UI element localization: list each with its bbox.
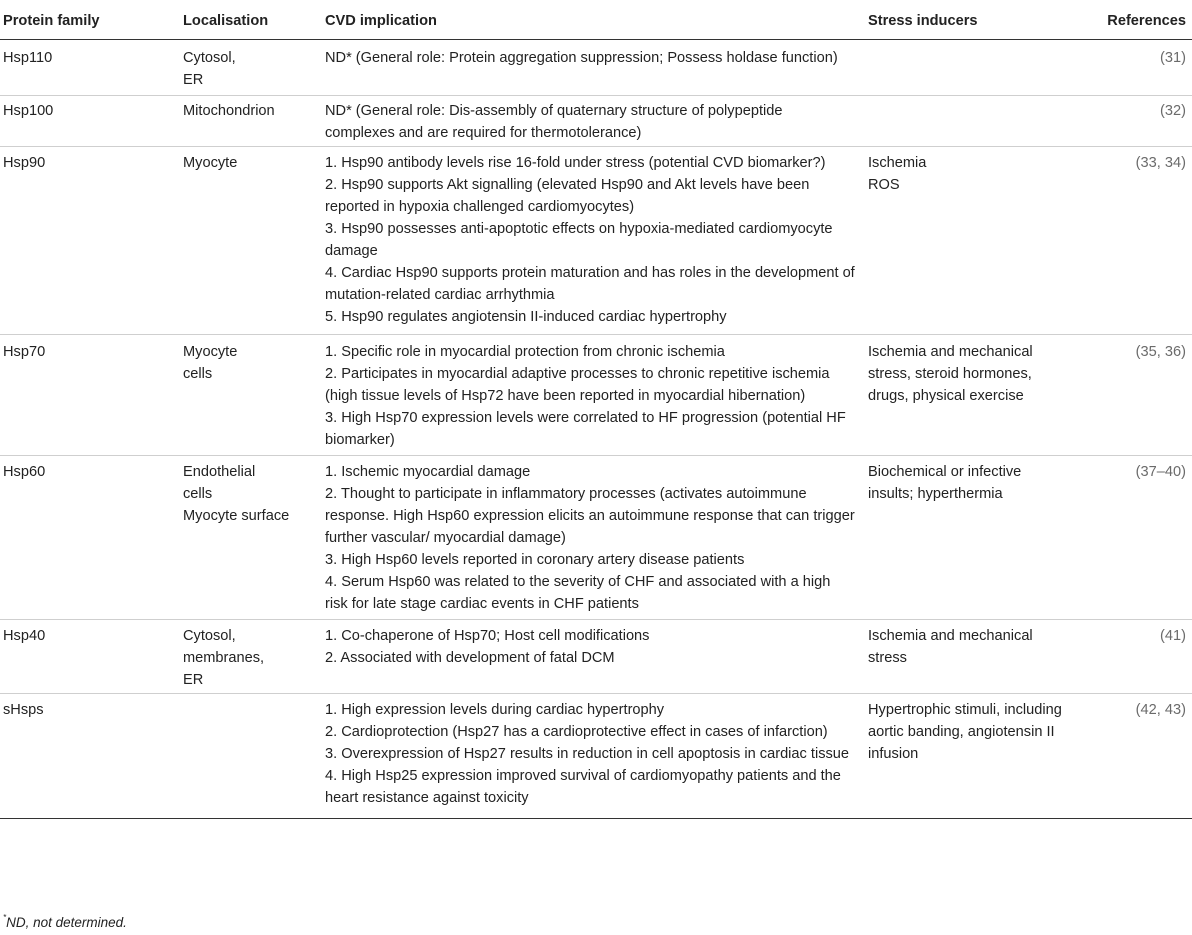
cell-localisation: [177, 694, 319, 819]
cvd-implication-item: 1. Co-chaperone of Hsp70; Host cell modifications: [325, 628, 650, 644]
references-citation: (31): [1160, 50, 1186, 66]
cell-stress-inducers: [862, 694, 1070, 819]
cell-cvd-implication: [319, 96, 862, 147]
cell-protein-family: [0, 335, 177, 456]
cell-cvd-implication: [319, 147, 862, 335]
cell-localisation: [177, 147, 319, 335]
cell-stress-inducers: [862, 96, 1070, 147]
table-body: [0, 40, 1192, 819]
protein-family-name: Hsp90: [3, 155, 46, 171]
cell-cvd-implication: [319, 694, 862, 819]
protein-family-name: Hsp60: [3, 464, 46, 480]
cell-references: [1070, 456, 1192, 620]
cell-stress-inducers: [862, 456, 1070, 620]
references-citation: (35, 36): [1135, 344, 1186, 360]
reference-link[interactable]: 34: [1164, 155, 1182, 171]
stress-inducer-line: Biochemical or infective insults; hyperthermia: [868, 464, 1022, 502]
cvd-implication-item: 5. Hsp90 regulates angiotensin II-induced cardiac hypertrophy: [325, 309, 727, 325]
cvd-implication-item: 1. Hsp90 antibody levels rise 16-fold under stress (potential CVD biomarker?): [325, 155, 826, 171]
cell-localisation: [177, 96, 319, 147]
table-row: [0, 147, 1192, 335]
cvd-implication-item: 2. Associated with development of fatal DCM: [325, 650, 615, 666]
cell-localisation: [177, 40, 319, 96]
localisation-line: Mitochondrion: [183, 103, 275, 119]
stress-inducer-line: Ischemia and mechanical stress, steroid hormones, drugs, physical exercise: [868, 344, 1033, 404]
cell-stress-inducers: [862, 620, 1070, 694]
cell-stress-inducers: [862, 40, 1070, 96]
cvd-implication-item: 3. High Hsp60 levels reported in coronary artery disease patients: [325, 552, 745, 568]
table-row: [0, 694, 1192, 819]
cvd-implication-item: 2. Cardioprotection (Hsp27 has a cardioprotective effect in cases of infarction): [325, 724, 828, 740]
table-row: [0, 620, 1192, 694]
cell-references: [1070, 620, 1192, 694]
localisation-line: cells: [183, 366, 213, 382]
reference-link[interactable]: 33: [1140, 155, 1157, 171]
protein-family-name: sHsps: [3, 702, 44, 718]
cell-protein-family: [0, 96, 177, 147]
localisation-line: Myocyte surface: [183, 508, 290, 524]
cell-protein-family: [0, 147, 177, 335]
footnote: [3, 914, 127, 932]
protein-family-name: Hsp40: [3, 628, 46, 644]
header-localisation: Localisation: [177, 0, 319, 40]
cell-stress-inducers: [862, 335, 1070, 456]
table-row: [0, 456, 1192, 620]
cvd-implication-item: ND* (General role: Protein aggregation suppression; Possess holdase function): [325, 50, 838, 66]
cell-localisation: [177, 456, 319, 620]
cvd-implication-item: 3. High Hsp70 expression levels were correlated to HF progression (potential HF biomarker): [325, 410, 846, 448]
cvd-implication-item: 2. Thought to participate in inflammatory processes (activates autoimmune response. High Hsp60 expression elicits an autoimmune response that can trigger further vascular/ myocardial damage): [325, 486, 855, 546]
cell-stress-inducers: [862, 147, 1070, 335]
footnote-text: ND, not determined.: [6, 915, 127, 930]
header-row: [0, 0, 1192, 40]
cvd-implication-item: 2. Hsp90 supports Akt signalling (elevated Hsp90 and Akt levels have been reported in hypoxia challenged cardiomyocytes): [325, 177, 810, 215]
reference-link[interactable]: 32: [1164, 103, 1182, 119]
cvd-implication-item: 1. Ischemic myocardial damage: [325, 464, 531, 480]
references-citation: (32): [1160, 103, 1186, 119]
reference-link[interactable]: 43: [1164, 702, 1182, 718]
reference-link[interactable]: 35: [1140, 344, 1157, 360]
localisation-line: Myocyte: [183, 344, 238, 360]
stress-inducer-line: Ischemia: [868, 155, 927, 171]
cell-localisation: [177, 335, 319, 456]
reference-link[interactable]: 37–40: [1140, 464, 1182, 480]
cell-references: [1070, 147, 1192, 335]
cell-protein-family: [0, 694, 177, 819]
cell-references: [1070, 96, 1192, 147]
cell-protein-family: [0, 456, 177, 620]
cell-cvd-implication: [319, 40, 862, 96]
references-citation: (41): [1160, 628, 1186, 644]
stress-inducer-line: ROS: [868, 177, 900, 193]
localisation-line: membranes,: [183, 650, 265, 666]
localisation-line: ER: [183, 672, 204, 688]
cvd-implication-item: 4. Serum Hsp60 was related to the severity of CHF and associated with a high risk for late stage cardiac events in CHF patients: [325, 574, 831, 612]
header-references: References: [1070, 0, 1192, 40]
header-stress-inducers: Stress inducers: [862, 0, 1070, 40]
references-citation: (33, 34): [1135, 155, 1186, 171]
cell-references: [1070, 694, 1192, 819]
reference-link[interactable]: 31: [1164, 50, 1182, 66]
cell-protein-family: [0, 620, 177, 694]
cell-cvd-implication: [319, 620, 862, 694]
references-citation: (37–40): [1135, 464, 1186, 480]
localisation-line: Cytosol,: [183, 628, 236, 644]
localisation-line: Endothelial: [183, 464, 256, 480]
cvd-implication-item: ND* (General role: Dis-assembly of quaternary structure of polypeptide complexes and are required for thermotolerance): [325, 103, 783, 141]
header-protein-family: Protein family: [0, 0, 177, 40]
table-row: [0, 335, 1192, 456]
localisation-line: cells: [183, 486, 213, 502]
table-row: [0, 96, 1192, 147]
cvd-implication-item: 1. Specific role in myocardial protection from chronic ischemia: [325, 344, 725, 360]
cell-cvd-implication: [319, 456, 862, 620]
cell-references: [1070, 335, 1192, 456]
cell-protein-family: [0, 40, 177, 96]
localisation-line: Cytosol,: [183, 50, 236, 66]
cvd-implication-item: 4. High Hsp25 expression improved survival of cardiomyopathy patients and the heart resistance against toxicity: [325, 768, 841, 806]
localisation-line: ER: [183, 72, 204, 88]
table-header: [0, 0, 1192, 40]
reference-link[interactable]: 41: [1164, 628, 1182, 644]
stress-inducer-line: Hypertrophic stimuli, including aortic banding, angiotensin II infusion: [868, 702, 1062, 762]
header-cvd-implication: CVD implication: [319, 0, 862, 40]
stress-inducer-line: Ischemia and mechanical stress: [868, 628, 1033, 666]
footnote-mark: *: [3, 913, 7, 922]
localisation-line: Myocyte: [183, 155, 238, 171]
cell-cvd-implication: [319, 335, 862, 456]
cvd-implication-item: 3. Hsp90 possesses anti-apoptotic effects on hypoxia-mediated cardiomyocyte damage: [325, 221, 833, 259]
protein-family-name: Hsp100: [3, 103, 54, 119]
cell-references: [1070, 40, 1192, 96]
table-row: [0, 40, 1192, 96]
cvd-implication-item: 4. Cardiac Hsp90 supports protein maturation and has roles in the development of mutation-related cardiac arrhythmia: [325, 265, 855, 303]
cvd-implication-item: 1. High expression levels during cardiac hypertrophy: [325, 702, 665, 718]
reference-link[interactable]: 42: [1140, 702, 1157, 718]
cvd-implication-item: 3. Overexpression of Hsp27 results in reduction in cell apoptosis in cardiac tissue: [325, 746, 850, 762]
cvd-implication-item: 2. Participates in myocardial adaptive processes to chronic repetitive ischemia (high tissue levels of Hsp72 have been reported in myocardial hibernation): [325, 366, 830, 404]
protein-family-name: Hsp110: [3, 50, 53, 66]
reference-link[interactable]: 36: [1164, 344, 1182, 360]
references-citation: (42, 43): [1135, 702, 1186, 718]
protein-family-name: Hsp70: [3, 344, 46, 360]
cell-localisation: [177, 620, 319, 694]
